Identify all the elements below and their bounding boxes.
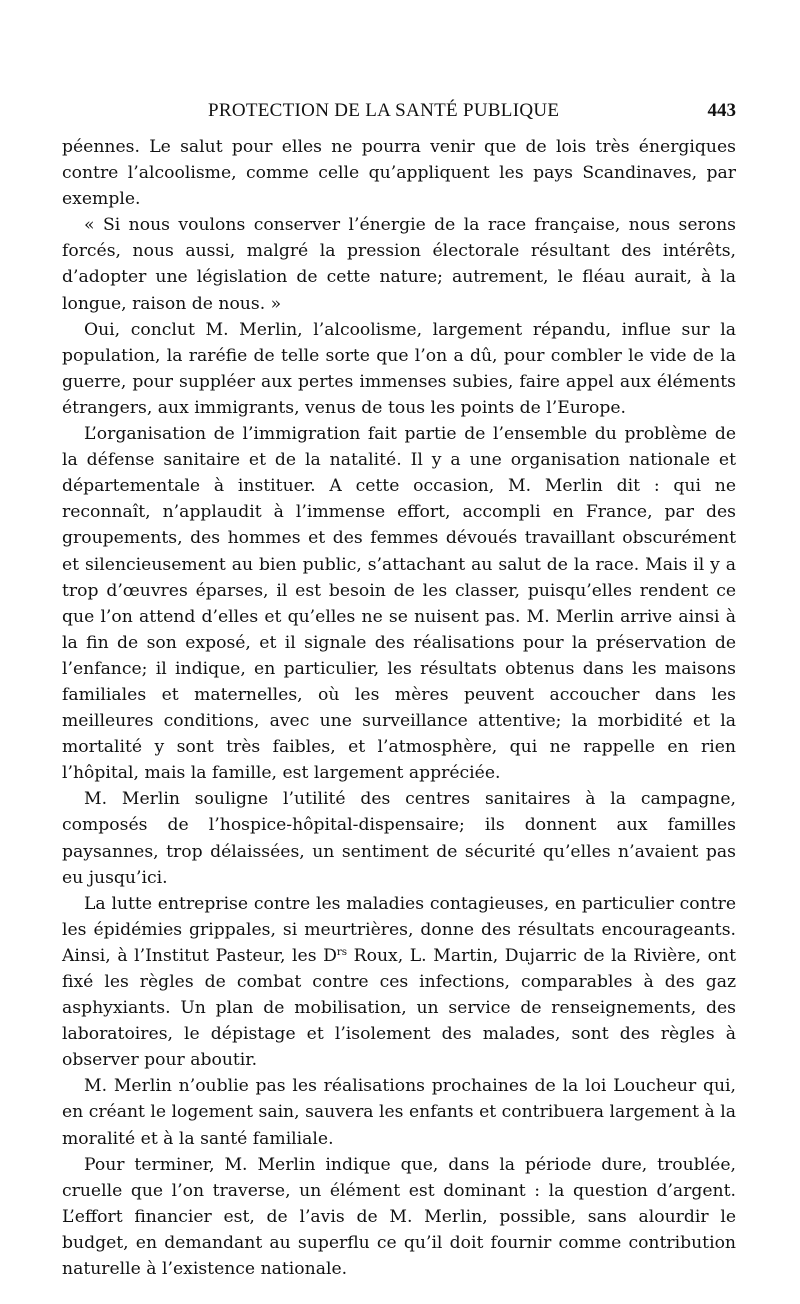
paragraph-centres-sanitaires: M. Merlin souligne l’utilité des centres sanitaires à la campagne, composés de l’hospice-hôpital-dispensaire; ils donnent aux familles paysannes, trop délaissées, un sentiment de sécurité qu’elles n’avaient pas eu jusqu’ici. xyxy=(62,789,736,888)
page-number: 443 xyxy=(707,100,736,121)
paragraph-alcoolisme: Oui, conclut M. Merlin, l’alcoolisme, largement répandu, influe sur la population, la raréfie de telle sorte que l’on a dû, pour combler le vide de la guerre, pour suppléer aux pertes immenses subies, faire appel aux éléments étrangers, aux immigrants, venus de tous les points de l’Europe. xyxy=(62,319,736,418)
paragraph-conclusion: Pour terminer, M. Merlin indique que, dans la période dure, troublée, cruelle que l’on traverse, un élément est dominant : la question d’argent. L’effort financier est, de l’avis de M. Merlin, possible, sans alourdir le budget, en demandant au superflu ce qu’il doit fournir comme contribution naturelle à l’existence nationale. xyxy=(62,1154,736,1280)
paragraph-maladies-contagieuses xyxy=(62,891,736,1074)
paragraph-immigration: L’organisation de l’immigration fait partie de l’ensemble du problème de la défense sanitaire et de la natalité. Il y a une organisation nationale et départementale à instituer. A cette occasion, M. Merlin dit : qui ne reconnaît, n’applaudit à l’immense effort, accompli en France, par des groupements, des hommes et des femmes dévoués travaillant obscurément et silencieusement au bien public, s’attachant au salut de la race. Mais il y a trop d’œuvres éparses, il est besoin de les classer, puisqu’elles rendent ce que l’on attend d’elles et qu’elles ne se nuisent pas. M. Merlin arrive ainsi à la fin de son exposé, et il signale des réalisations pour la préservation de l’enfance; il indique, en particulier, les résultats obtenus dans les maisons familiales et maternelles, où les mères peuvent accoucher dans les meilleures conditions, avec une surveillance attentive; la morbidité et la mortalité y sont très faibles, et l’atmosphère, qui ne rappelle en rien l’hôpital, mais la famille, est largement appréciée. xyxy=(62,424,736,784)
doctors-abbreviation-superscript: rs xyxy=(336,945,348,958)
body-text xyxy=(62,134,736,1282)
page-header xyxy=(62,96,736,126)
paragraph-text-before: La lutte entreprise contre les maladies contagieuses, en particulier contre les épidémies grippales, si meurtrières, donne des résultats encourageants. Ainsi, à l’Institut Pasteur, les D xyxy=(62,893,736,966)
book-page xyxy=(62,96,736,1282)
paragraph-continuation: péennes. Le salut pour elles ne pourra venir que de lois très énergiques contre l’alcoolisme, comme celle qu’appliquent les pays Scandinaves, par exemple. xyxy=(62,137,736,210)
paragraph-quote: « Si nous voulons conserver l’énergie de la race française, nous serons forcés, nous aussi, malgré la pression électorale résultant des intérêts, d’adopter une législation de cette nature; autrement, le fléau aurait, à la longue, raison de nous. » xyxy=(62,215,736,314)
paragraph-loi-loucheur: M. Merlin n’oublie pas les réalisations prochaines de la loi Loucheur qui, en créant le logement sain, sauvera les enfants et contribuera largement à la moralité et à la santé familiale. xyxy=(62,1076,736,1149)
running-title: PROTECTION DE LA SANTÉ PUBLIQUE xyxy=(208,100,560,121)
paragraph-text-after: Roux, L. Martin, Dujarric de la Rivière, ont fixé les règles de combat contre ces infections, comparables à des gaz asphyxiants. Un plan de mobilisation, un service de renseignements, des laboratoires, le dépistage et l’isolement des malades, sont des règles à observer pour aboutir. xyxy=(62,945,736,1071)
